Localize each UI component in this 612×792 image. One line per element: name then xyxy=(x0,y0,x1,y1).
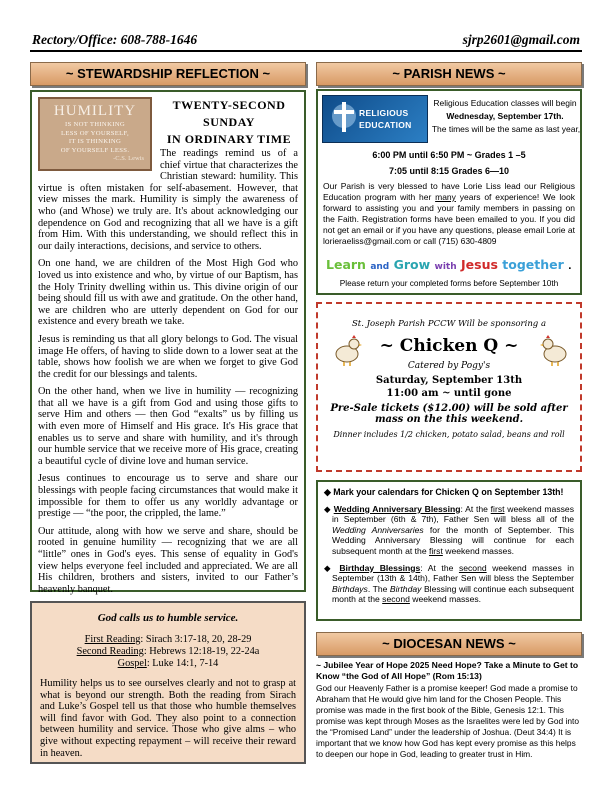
chicken-date: Saturday, September 13th xyxy=(375,375,523,386)
reflection-paragraph: The readings remind us of a chief virtue that characterizes the Christian steward: humility. This virtue is often mistaken for self-abasement. However, that view misses the mark. Humility is simply the awareness of who (and Whose) we truly are. It's about acknowledging our dependence on God and recognizing that all we have is a gift from Him. With this understanding, we should reflect this in our daily interactions, decisions, and service to others. xyxy=(38,148,298,252)
second-reading: Second Reading: Hebrews 12:18-19, 22-24a xyxy=(76,646,260,657)
re-line-2: Wednesday, September 17th. xyxy=(446,111,564,121)
presale-line-1: Pre-Sale tickets ($12.00) will be sold after xyxy=(330,403,568,414)
humility-line-2: LESS OF YOURSELF, xyxy=(60,129,130,137)
parish-banner: ~ PARISH NEWS ~ xyxy=(316,62,582,86)
religious-education-logo xyxy=(322,95,428,143)
re-paragraph: Our Parish is very blessed to have Lorie Liss lead our Religious Education program with her many years of experience! We look forward to assisting you and your family members in passing on the Faith. Registration forms have been emailed to you. If you did not get an email or if you have any questions, please email Lorie at lorieraeliss@gmail.com or call (715) 630-4809 xyxy=(323,181,575,246)
diocesan-news xyxy=(316,660,582,760)
sunday-line-1: TWENTY-SECOND xyxy=(172,98,286,112)
stewardship-banner: ~ STEWARDSHIP REFLECTION ~ xyxy=(30,62,306,86)
sunday-line-2: SUNDAY xyxy=(203,115,255,129)
chicken-right-icon xyxy=(540,334,570,366)
birthday-blessing-note: ◆ Birthday Blessings: At the second weekend masses in September (13th & 14th), Father Sen will bless the September Birthdays. The Birthday Blessing will continue each subsequent month at the second weekend masses. xyxy=(324,562,574,605)
diocesan-text: God our Heavenly Father is a promise keeper! God made a promise to Abraham that He would give him land for the Chosen People. This promise was made in the first book of the Bible, Genesis 12:1. This promise was kept through Moses as the Israelites were led by God into the “Promised Land” under the leadership of Joshua. (Deut 34:4) It is important that we know how God has kept every promise as this helps to deepen our hope in God, leading to greater trust in Him. xyxy=(316,683,580,759)
diocesan-headline: ~ Jubilee Year of Hope 2025 Need Hope? Take a Minute to Get to Know “the God of All Hope” (Rom 15:13) xyxy=(316,660,579,681)
diocesan-banner: ~ DIOCESAN NEWS ~ xyxy=(316,632,582,656)
chicken-title: ~ Chicken Q ~ xyxy=(379,336,519,356)
gospel-reading: Gospel: Luke 14:1, 7-14 xyxy=(117,658,219,669)
logo-word-1: RELIGIOUS xyxy=(359,108,409,118)
office-phone: Rectory/Office: 608-788-1646 xyxy=(32,32,198,47)
presale-line-2: mass on the this weekend. xyxy=(374,414,524,425)
cross-icon xyxy=(329,99,359,139)
logo-word-2: EDUCATION xyxy=(359,120,412,130)
page-header xyxy=(30,28,582,52)
chicken-caterer: Catered by Pogy's xyxy=(407,361,491,371)
humility-quote-image xyxy=(38,97,152,171)
sunday-line-3: IN ORDINARY TIME xyxy=(166,132,292,146)
stewardship-box xyxy=(30,90,306,595)
first-reading: First Reading: Sirach 3:17-18, 20, 28-29 xyxy=(84,634,252,645)
re-line-3: The times will be the same as last year, xyxy=(431,124,581,134)
time-grades-1-5: 6:00 PM until 6:50 PM ~ Grades 1 –5 xyxy=(372,150,526,160)
humility-line-1: IS NOT THINKING xyxy=(65,121,125,128)
wedding-blessing-note: ◆ Wedding Anniversary Blessing: At the first weekend masses in September (6th & 7th), Father Sen will bless all of the Wedding Anniversaries for the month of September. This Wedding Anniversary Blessing will continue for each subsequent month at the first weekend masses. xyxy=(324,503,574,556)
dinner-includes: Dinner includes 1/2 chicken, potato salad, beans and roll xyxy=(333,430,565,439)
announcements-box xyxy=(316,480,582,621)
chicken-left-icon xyxy=(332,334,362,366)
humility-author: -C.S. Lewis xyxy=(113,155,144,163)
reflection-paragraph: Jesus continues to encourage us to serve and share our blessings with people facing circumstances that would make it impossible for them to offer us any worldly advantage or prestige — “the poor, the crippled, the lame.” xyxy=(38,473,298,520)
readings-box xyxy=(30,601,306,764)
return-forms-note: Please return your completed forms before September 10th xyxy=(339,278,559,288)
learn-and-grow-banner: Learn and Grow with Jesus together . xyxy=(326,257,572,272)
chicken-sponsor-line: St. Joseph Parish PCCW Will be sponsoring a xyxy=(351,319,547,329)
chicken-time: 11:00 am ~ until gone xyxy=(386,388,512,399)
reflection-paragraph: On one hand, we are children of the Most High God who loved us into existence and who, by virtue of our Baptism, has the Holy Trinity dwelling within us. This divine origin of our being should fill us with awe and gratitude. On the other hand, we are children who are utterly dependent on God for our existence and every breath we take. xyxy=(38,258,298,328)
humility-line-4: OF YOURSELF LESS. xyxy=(60,146,130,154)
religious-education-box xyxy=(316,89,582,295)
readings-text: Humility helps us to see ourselves clearly and not to grasp at what is beyond our strength. Both the reading from Sirach and Luke’s Gospel tell us that those who humble themselves will find favor with God. They also point to a connection between humility and service. Those who give alms – who give without expecting repayment – will receive their reward in heaven. xyxy=(40,678,296,759)
re-announcement xyxy=(430,97,580,123)
chicken-reminder: ◆ Mark your calendars for Chicken Q on September 13th! xyxy=(324,487,564,497)
chicken-q-flyer xyxy=(316,302,582,472)
humility-title: HUMILITY xyxy=(53,103,137,119)
reflection-paragraph: Jesus is reminding us that all glory belongs to God. The visual image He offers, of having to slide down to a lower seat at the table, shows how foolish we are when we forget to give God the credit for our blessings and talents. xyxy=(38,333,298,380)
reflection-paragraph: On the other hand, when we live in humility — recognizing that all we have is a gift from God and using those gifts to serve Him and others — then God “exalts” us by filling us with even more of Himself and His grace. It's His grace that enables us to serve and share with humility, and it's through our humble service that we receive more of His grace, creating a beautiful cycle of divine love and human service. xyxy=(38,386,298,467)
re-line-1: Religious Education classes will begin xyxy=(433,98,577,108)
humility-line-3: IT IS THINKING xyxy=(68,138,122,146)
reflection-paragraph: Our attitude, along with how we serve and share, should be rooted in genuine humility — recognizing that we are all “little” ones in God's eyes. This sense of equality in God's view helps everyone feel included and appreciated. We are all His children, brothers and sisters, invited to our Father’s heavenly banquet. xyxy=(38,525,298,595)
time-grades-6-10: 7:05 until 8:15 Grades 6—10 xyxy=(388,166,510,176)
email-address: sjrp2601@gmail.com xyxy=(462,32,580,47)
class-times xyxy=(318,147,580,179)
readings-title: God calls us to humble service. xyxy=(97,612,239,624)
